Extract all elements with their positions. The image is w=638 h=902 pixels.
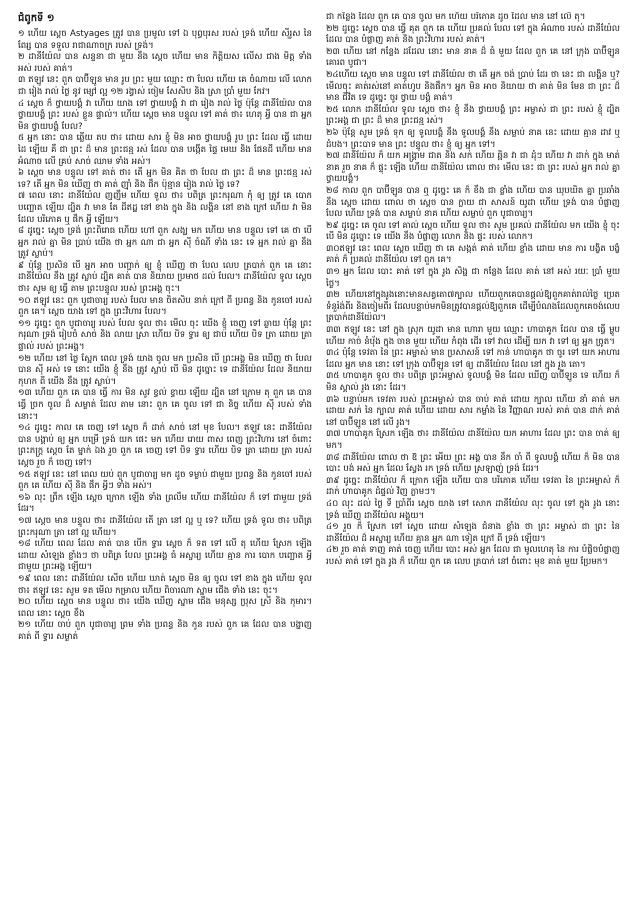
- verse-paragraph: ៣៩ ដូច្នេះ ដានីយ៉ែល ក៏ ក្រោក ឡើង ហើយ បាន បរិភោគ ហើយ ទេវតា នៃ ព្រះអម្ចាស់ ក៏ ដាក់ ហាបាគូក ដំផ្ទល់ វិញ ភ្លាមៗ។: [326, 475, 620, 498]
- verse-paragraph: ១១ ដូច្នេះ ពួក បូជាចារ្យ របស់ បែល ទូល ថា៖ មើល ចុះ យើង ខ្ញុំ ចេញ ទៅ ឆ្ងាយ ប៉ុន្តែ ព្រះករុណា ទ្រង់ រៀបចំ សាច់ និង លាយ ស្រា ហើយ បិទ ទ្វារ ឲ្យ ជាប់ ហើយ បិទ ត្រា ដោយ ត្រា ផ្ទាល់ របស់ ព្រះអង្គ។: [18, 318, 312, 353]
- verse-paragraph: ៩ ប៉ុន្តែ ប្រសិន បើ អ្នក អាច បញ្ជាក់ ឲ្យ ខ្ញុំ ឃើញ ថា បែល លេប ត្របាក់ ពួក គេ នោះ ដានីយ៉ែល នឹង ត្រូវ ស្លាប់ ដ្បិត គាត់ បាន និយាយ ប្រមាថ ដល់ បែល។ ដានីយ៉ែល ទូល ស្តេច ថា៖ សូម ឲ្យ ធ្វើ តាម ព្រះបន្ទូល របស់ ព្រះអង្គ ចុះ។: [18, 260, 312, 295]
- verse-paragraph: ១៣ ហើយ ពួក គេ បាន ធ្វើ ការ មិន សូវ ខ្វល់ ខ្វាយ ឡើយ ដ្បិត នៅ ក្រោម តុ ពួក គេ បាន ធ្វើ ច្រក ចូល ដ៏ សម្ងាត់ ដែល តាម នោះ ពួក គេ ចូល ទៅ ជា និច្ច ហើយ ស៊ី របស់ ទាំង នោះ។: [18, 388, 312, 422]
- verse-paragraph: ១៤ ដូច្នេះ កាល គេ ចេញ ទៅ ស្តេច ក៏ ដាក់ សាច់ នៅ មុខ បែល។ ឥឡូវ នេះ ដានីយ៉ែល បាន បង្គាប់ ឲ្យ អ្នក បម្រើ ទ្រង់ យក ផេះ មក ហើយ រោយ ពាស ពេញ ព្រះវិហារ នៅ ចំពោះ ព្រះភក្ត្រ ស្តេច តែ ម្នាក់ ឯង រួច ពួក គេ ចេញ ទៅ បិទ ទ្វារ ហើយ បិទ ត្រា ដោយ ត្រា របស់ ស្តេច រួច ក៏ ចេញ ទៅ។: [18, 423, 312, 468]
- verse-paragraph: ៤ ស្តេច ក៏ ថ្វាយបង្គំ វា ហើយ យាង ទៅ ថ្វាយបង្គំ វា ជា រៀង រាល់ ថ្ងៃ ប៉ុន្តែ ដានីយ៉ែល បាន ថ្វាយបង្គំ ព្រះ របស់ ខ្លួន ផ្ទាល់។ ហើយ ស្តេច មាន បន្ទូល ទៅ គាត់ ថា៖ ហេតុ អ្វី បាន ជា អ្នក មិន ថ្វាយបង្គំ បែល?: [18, 98, 312, 132]
- verse-paragraph: ២៧ ដានីយ៉ែល ក៏ យក អង្គ្រាម ជាត និង សក់ ហើយ ឆ្អិន វា ជា ដុំៗ ហើយ វា ដាក់ ក្នុង មាត់ នាគ រួច នាគ ក៏ ផ្ទុះ ឡើង ហើយ ដានីយ៉ែល ពោល ថា៖ មើល នេះ ជា ព្រះ របស់ អ្នក រាល់ គ្នា ថ្វាយបង្គំ។: [326, 151, 620, 185]
- verse-paragraph: ៣៨ ដានីយ៉ែល ពោល ថា ឱ ព្រះ អើយ ព្រះ អង្គ បាន នឹក ចាំ ពី ទូលបង្គំ ហើយ ក៏ មិន បាន បោះ បង់ អស់ អ្នក ដែល ស្វែង រក ទ្រង់ ហើយ ស្រឡាញ់ ទ្រង់ ដែរ។: [326, 452, 620, 475]
- verse-paragraph: ១៧ ស្តេច មាន បន្ទូល ថា៖ ដានីយ៉ែល តើ ត្រា នៅ ល្អ ឬ ទេ? ហើយ ទ្រង់ ទូល ថា៖ បពិត្រ ព្រះករុណា ត្រា នៅ ល្អ ហើយ។: [18, 515, 312, 538]
- verse-paragraph: ២៤ហើយ ស្តេច មាន បន្ទូល ទៅ ដានីយ៉ែល ថា តើ អ្នក ចង់ ប្រាប់ ដែរ ថា នេះ ជា លង្ហិន ឬ? មើលចុះ គាត់រស់នៅ គាត់ហូប និងផឹក។ អ្នក មិន អាច និយាយ ថា គាត់ មិន មែន ជា ព្រះ ដ៏ មាន ជីវិត ទេ ដូច្នេះ ចូរ ថ្វាយ បង្គំ គាត់។: [326, 69, 620, 104]
- verse-paragraph: ២៣ ហើយ នៅ កន្លែង ដដែល នោះ មាន នាគ ដ៏ ធំ មួយ ដែល ពួក គេ នៅ ក្រុង បាប៊ីឡូន គោរព បូជា។: [326, 46, 620, 69]
- verse-paragraph: ៣០ឥឡូវ នេះ ពេល ស្តេច ឃើញ ថា គេ សង្កត់ គាត់ ហើយ ខ្លាំង ដោយ មាន ការ បង្ខិត បង្ខំ គាត់ ក៏ ប្រគល់ ដានីយ៉ែល ទៅ ពួក គេ។: [326, 243, 620, 266]
- verse-paragraph: ៣ ឥឡូវ នេះ ពួក បាប៊ីឡូន មាន រូប ព្រះ មួយ ឈ្មោះ ថា បែល ហើយ គេ ចំណាយ លើ លោក ជា រៀង រាល់ ថ្ងៃ នូវ ម្សៅ ល្អ ១២ រង្វាស់ ចៀម សែសិប និង ស្រា ប្រាំ មួយ កែវ។: [18, 75, 312, 97]
- left-column: [18, 12, 312, 892]
- verse-paragraph: ២២ ដូច្នេះ ស្តេច បាន ធ្វើ គុត ពួក គេ ហើយ ប្រគល់ បែល ទៅ ក្នុង អំណាច របស់ ដានីយ៉ែល ដែល បាន បំផ្លាញ គាត់ និង ព្រះវិហារ របស់ គាត់។: [326, 23, 620, 46]
- verse-paragraph: ៤២ រួច គាត់ ទាញ គាត់ ចេញ ហើយ បោះ អស់ អ្នក ដែល ជា មូលហេតុ នៃ ការ បំផ្លិចបំផ្លាញ របស់ គាត់ ទៅ ក្នុង រូង ក៏ ហើយ ពួក គេ លេប ត្របាក់ នៅ ចំពោះ មុខ គាត់ មួយ ប្រែមក។: [326, 545, 620, 567]
- verse-paragraph: ៣៤ ប៉ុន្តែ ទេវតា នៃ ព្រះ អម្ចាស់ មាន ប្រសាសន៍ ទៅ កាន់ ហាបាគូក ថា ចូរ ទៅ យក អាហារ ដែល អ្នក មាន នោះ ទៅ ក្រុង បាប៊ីឡូន ទៅ ឲ្យ ដានីយ៉ែល ដែល នៅ ក្នុង រូង តោ។: [326, 348, 620, 370]
- verse-paragraph: ៣១ អ្នក ដែល បោះ គាត់ ទៅ ក្នុង រូង សិង្ហ ជា កន្លែង ដែល គាត់ នៅ អស់ រយៈ ប្រាំ មួយ ថ្ងៃ។: [326, 267, 620, 289]
- verse-paragraph: ១០ ឥឡូវ នេះ ពួក បូជាចារ្យ របស់ បែល មាន ចិតសិប នាក់ ក្រៅ ពី ប្រពន្ធ និង កូនចៅ របស់ ពួក គេ។ ស្តេច យាង ទៅ ក្នុង ព្រះវិហារ បែល។: [18, 295, 312, 318]
- verse-paragraph: ៤០ លុះ ដល់ ថ្ងៃ ទី ប្រាំពីរ ស្តេច យាង ទៅ សោក ដានីយ៉ែល លុះ ចូល ទៅ ក្នុង រូង នោះ ទ្រង់ ឃើញ ដានីយ៉ែល អង្គុយ។: [326, 498, 620, 521]
- verse-paragraph: ១៨ ហើយ ពេល ដែល គាត់ បាន បើក ទ្វារ ស្តេច ក៏ ទត ទៅ លើ តុ ហើយ ស្រែក ឡើង ដោយ សំឡេង ខ្លាំងៗ ថា បពិត្រ បែល ព្រះអង្គ ធំ អស្ចារ្យ ហើយ គ្មាន ការ បោក បញ្ឆោត អ្វី ជាមួយ ព្រះអង្គ ឡើយ។: [18, 539, 312, 573]
- verse-paragraph: ៤១ រួច ក៏ ស្រែក ទៅ ស្តេច ដោយ សំឡេង ជំនាង ខ្លាំង ថា ព្រះ អម្ចាស់ ជា ព្រះ នៃ ដានីយ៉ែល ដ៏ អស្ចារ្យ ហើយ គ្មាន អ្នក ណា ទៀត ក្រៅ ពី ទ្រង់ ឡើយ។: [326, 522, 620, 544]
- verse-paragraph: ១២ ហើយ នៅ ថ្ងៃ ស្អែក ពេល ទ្រង់ យាង ចូល មក ប្រសិន បើ ព្រះអង្គ មិន ឃើញ ថា បែល បាន ស៊ី អស់ ទេ នោះ យើង ខ្ញុំ នឹង ត្រូវ ស្លាប់ បើ មិន ដូច្នោះ ទេ ដានីយ៉ែល ដែល និយាយ កុហក ពី យើង នឹង ត្រូវ ស្លាប់។: [18, 353, 312, 387]
- verse-paragraph: ជា កន្លែង ដែល ពួក គេ បាន ចូល មក ហើយ បរិភោគ ដូច ដែល មាន នៅ លើ តុ។: [326, 12, 586, 22]
- verse-paragraph: ២០ ហើយ ស្តេច មាន បន្ទូល ថា៖ យើង ឃើញ ស្នាម ជើង មនុស្ស ប្រុស ស្រី និង កុមារ។ ពេល នោះ ស្តេច ខឹង: [18, 597, 312, 619]
- verse-paragraph: ២៩ ដូច្នេះ គេ ចូល ទៅ គាល់ ស្តេច ហើយ ទូល ថា៖ សូម ប្រគល់ ដានីយ៉ែល មក យើង ខ្ញុំ ចុះ បើ មិន ដូច្នោះ ទេ យើង នឹង បំផ្លាញ លោក និង ផ្ទះ របស់ លោក។: [326, 220, 620, 243]
- verse-paragraph: ៣២ ហើយនៅក្នុងរូងនោះមានសត្វតោ៧ក្បាល ហើយពួកគេបានផ្តល់ឱ្យពួកគាត់រាល់ថ្ងៃ ប្រេតទំនួរ៉ង់ពីរ និងចៀមពីរ ដែលបន្ទាប់មកមិនត្រូវបានផ្តល់ឱ្យពួកគេ ដើម្បីបំណងដែលពួកគេចង់លេបត្របាក់ដានីយ៉ែល។: [326, 290, 620, 324]
- verse-paragraph: ១៩ ពេល នោះ ដានីយ៉ែល សើច ហើយ ឃាត់ ស្តេច មិន ឲ្យ ចូល ទៅ ខាង ក្នុង ហើយ ទូល ថា៖ ឥឡូវ នេះ សូម ទត មើល កម្រាល ហើយ ពិចារណា ស្នាម ជើង ទាំង នេះ ចុះ។: [18, 573, 312, 596]
- verse-paragraph: ៧ ពេល នោះ ដានីយ៉ែល ញញឹម ហើយ ទូល ថា៖ បពិត្រ ព្រះករុណា កុំ ឲ្យ ត្រូវ គេ បោក បញ្ឆោត ឡើយ ដ្បិត វា មាន តែ ដីឥដ្ឋ នៅ ខាង ក្នុង និង លង្ហិន នៅ ខាង ក្រៅ ហើយ វា មិន ដែល បរិភោគ ឬ ផឹក អ្វី ឡើយ។: [18, 191, 312, 225]
- verse-paragraph: ២៨ កាល ពួក បាប៊ីឡូន បាន ឮ ដូច្នេះ គេ ក៏ ខឹង ជា ខ្លាំង ហើយ បាន ឃុបឃិត គ្នា ប្រឆាំង នឹង ស្តេច ដោយ ពោល ថា ស្តេច បាន ក្លាយ ជា សាសន៍ យូដា ហើយ ទ្រង់ បាន បំផ្លាញ បែល ហើយ ទ្រង់ បាន សម្លាប់ នាគ ហើយ សម្លាប់ ពួក បូជាចារ្យ។: [326, 185, 620, 220]
- verse-paragraph: ៣៥ ហាបាគូក ទូល ថា៖ បពិត្រ ព្រះអម្ចាស់ ទូលបង្គំ មិន ដែល ឃើញ បាប៊ីឡូន ទេ ហើយ ក៏ មិន ស្គាល់ រូង នោះ ដែរ។: [326, 371, 620, 393]
- verse-paragraph: ២១ ហើយ ចាប់ ពួក បូជាចារ្យ ព្រម ទាំង ប្រពន្ធ និង កូន របស់ ពួក គេ ដែល បាន បង្ហាញ គាត់ ពី ទ្វារ សម្ងាត់: [18, 620, 312, 642]
- verse-paragraph: ១៦ លុះ ព្រឹក ឡើង ស្តេច ក្រោក ឡើង ទាំង ព្រលឹម ហើយ ដានីយ៉ែល ក៏ ទៅ ជាមួយ ទ្រង់ ដែរ។: [18, 492, 312, 515]
- verse-paragraph: ៣៣ ឥឡូវ នេះ នៅ ក្នុង ស្រុក យូដា មាន ហោរា មួយ ឈ្មោះ ហាបាគូក ដែល បាន ធ្វើ ម្ហូប ហើយ កាច់ នំបុ័ង ក្នុង ចាន មួយ ហើយ កំពុង ដើរ ទៅ វាល ដើម្បី យក វា ទៅ ឲ្យ អ្នក ច្រូត។: [326, 325, 620, 347]
- verse-paragraph: ៥ អ្នក នោះ បាន ឆ្លើយ តប ថា៖ ដោយ សារ ខ្ញុំ មិន អាច ថ្វាយបង្គំ រូប ព្រះ ដែល ធ្វើ ដោយ ដៃ ឡើយ គឺ ជា ព្រះ ដ៏ មាន ព្រះជន្ម រស់ ដែល បាន បង្កើត ផ្ទៃ មេឃ និង ផែនដី ហើយ មាន អំណាច លើ គ្រប់ សាច់ ឈាម ទាំង អស់។: [18, 133, 312, 167]
- verse-paragraph: ២៦ ប៉ុន្តែ សូម ទ្រង់ ទុក ឲ្យ ទូលបង្គំ នឹង ទូលបង្គំ នឹង សម្លាប់ នាគ នេះ ដោយ គ្មាន ដាវ ឬ ដំបង។ ព្រះបាទ មាន ព្រះ ឋន្ទូល ថា៖ ខ្ញុំ ឲ្យ អ្នក ទៅ។: [326, 127, 620, 150]
- right-verse-list: [326, 12, 620, 569]
- verse-paragraph: ១ ហើយ ស្តេច Astyages ត្រូវ បាន ប្រមូល ទៅ ឯ បុព្វបុរស របស់ ទ្រង់ ហើយ ស៊ីរូស នៃ ពែរ្ស បាន ទទួល រាជាណាចក្រ របស់ ទ្រង់។: [18, 29, 312, 51]
- verse-paragraph: ១៥ ឥឡូវ នេះ នៅ ពេល យប់ ពួក បូជាចារ្យ មក ដូច ទម្លាប់ ជាមួយ ប្រពន្ធ និង កូនចៅ របស់ ពួក គេ ហើយ ស៊ី និង ផឹក អ្វីៗ ទាំង អស់។: [18, 469, 312, 492]
- verse-paragraph: ២៥ លោក ដានីយ៉ែល ទូល ស្តេច ថា៖ ខ្ញុំ នឹង ថ្វាយបង្គំ ព្រះ អម្ចាស់ ជា ព្រះ របស់ ខ្ញុំ ដ្បិត ព្រះអង្គ ជា ព្រះ ដ៏ មាន ព្រះជន្ម រស់។: [326, 104, 620, 127]
- verse-paragraph: ៨ ដូច្នេះ ស្តេច ទ្រង់ ព្រះពិរោធ ហើយ ហៅ ពួក សង្ឃ មក ហើយ មាន បន្ទូល ទៅ គេ ថា បើ អ្នក រាល់ គ្នា មិន ប្រាប់ យើង ថា អ្នក ណា ជា អ្នក ស៊ី ចំណី ទាំង នេះ ទេ អ្នក រាល់ គ្នា នឹង ត្រូវ ស្លាប់។: [18, 226, 312, 260]
- right-column: [326, 12, 620, 892]
- left-verse-list: [18, 29, 312, 643]
- verse-paragraph: ៦ ស្តេច មាន បន្ទូល ទៅ គាត់ ថា៖ តើ អ្នក មិន គិត ថា បែល ជា ព្រះ ដ៏ មាន ព្រះជន្ម រស់ ទេ? តើ អ្នក មិន ឃើញ ថា គាត់ ញ៉ាំ និង ផឹក ប៉ុន្មាន រៀង រាល់ ថ្ងៃ ទេ?: [18, 168, 312, 190]
- verse-paragraph: ៣៦ បន្ទាប់មក ទេវតា របស់ ព្រះអម្ចាស់ បាន ចាប់ គាត់ ដោយ ក្បាល ហើយ នាំ គាត់ មក ដោយ សក់ នៃ ក្បាល គាត់ ហើយ ដោយ សារ កម្លាំង នៃ វិញ្ញាណ របស់ គាត់ បាន ដាក់ គាត់ នៅ បាប៊ីឡូន នៅ លើ រូង។: [326, 394, 620, 428]
- chapter-heading: ជំពូកទី ១: [18, 13, 55, 24]
- verse-paragraph: ២ ដានីយ៉ែល បាន សន្ទនា ជា មួយ នឹង ស្តេច ហើយ មាន កិត្តិយស លើស ជាង មិត្ត ទាំង អស់ របស់ គាត់។: [18, 52, 312, 74]
- verse-paragraph: ៣៧ ហាបាគូក ស្រែក ឡើង ថា៖ ដានីយ៉ែល ដានីយ៉ែល យក អាហារ ដែល ព្រះ បាន ចាត់ ឲ្យ មក។: [326, 429, 620, 451]
